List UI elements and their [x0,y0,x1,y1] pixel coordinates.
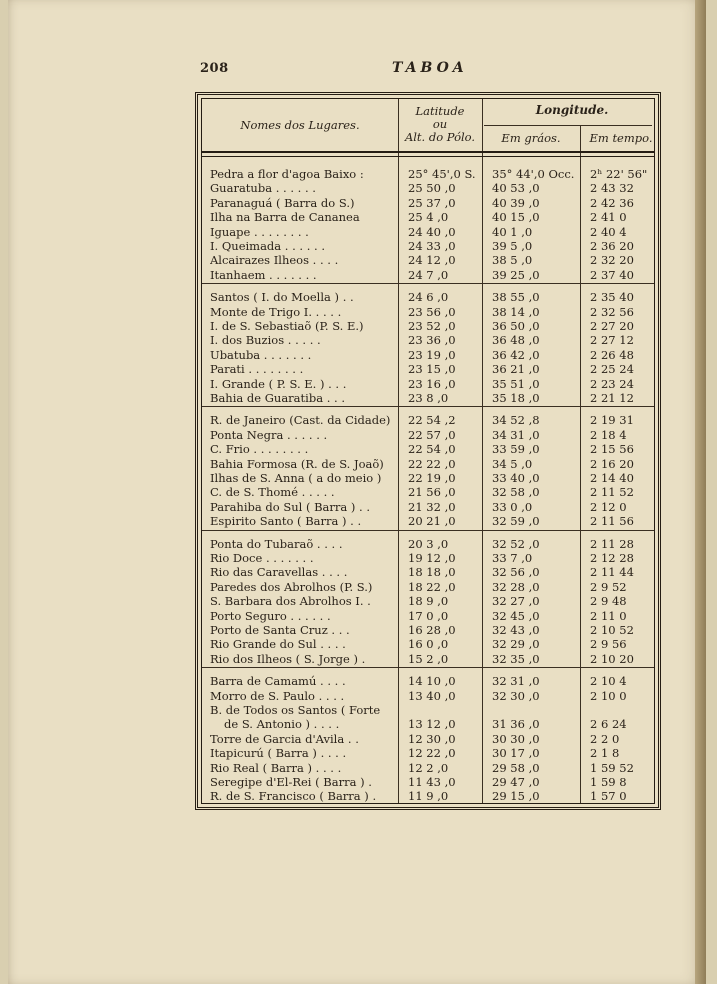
header-graus: Em gráos. [501,131,561,145]
place-name: Parati . . . . . . . . [210,362,304,377]
longitude-degrees: 35 51 ,0 [492,376,540,391]
page-number: 208 [200,61,229,76]
latitude-value: 23 8 ,0 [408,391,449,405]
place-name: Ilhas de S. Anna ( a do meio ) [210,471,382,485]
latitude-value: 14 10 ,0 [408,674,456,689]
longitude-time: 2 27 20 [590,319,634,333]
latitude-value: 24 33 ,0 [408,239,456,253]
place-name: I. Queimada . . . . . . [210,239,326,253]
longitude-time: 2 11 44 [590,565,634,580]
table-row [202,637,654,651]
place-name: Morro de S. Paulo . . . . [210,688,345,703]
longitude-time: 2 42 36 [590,195,634,210]
longitude-degrees: 36 48 ,0 [492,333,540,348]
latitude-value: 18 9 ,0 [408,594,449,609]
longitude-degrees: 32 45 ,0 [492,608,540,623]
latitude-value: 25 50 ,0 [408,181,456,196]
place-name: Itapicurú ( Barra ) . . . . [210,746,347,761]
longitude-degrees: 36 42 ,0 [492,347,540,362]
longitude-degrees: 40 1 ,0 [492,224,533,239]
latitude-value: 21 56 ,0 [408,485,456,500]
longitude-degrees: 32 35 ,0 [492,651,540,666]
longitude-time: 2 35 40 [590,290,634,305]
page-edge-shadow [695,0,706,984]
latitude-value: 22 22 ,0 [408,456,456,471]
longitude-degrees: 33 59 ,0 [492,442,540,457]
longitude-degrees: 38 5 ,0 [492,253,533,268]
longitude-time: 2 37 40 [590,267,634,282]
place-name: Guaratuba . . . . . . [210,181,316,196]
place-name: Parahiba do Sul ( Barra ) . . [210,499,371,514]
longitude-time: 2 18 4 [590,427,627,442]
latitude-value: 12 30 ,0 [408,731,456,746]
longitude-degrees: 36 50 ,0 [492,319,540,333]
table-row [202,167,654,181]
longitude-degrees: 32 58 ,0 [492,485,540,500]
longitude-time: 2 41 0 [590,210,627,225]
header-names: Nomes dos Lugares. [240,118,360,132]
longitude-degrees: 32 27 ,0 [492,594,540,609]
place-name: Iguape . . . . . . . . [210,224,309,239]
longitude-time: 2 11 52 [590,485,634,500]
longitude-degrees: 30 17 ,0 [492,746,540,761]
latitude-value: 23 15 ,0 [408,362,456,377]
longitude-degrees: 34 52 ,8 [492,413,540,428]
longitude-time: 2ʰ 22' 56" [590,167,648,181]
longitude-time: 2 36 20 [590,239,634,253]
table-row [202,391,654,405]
longitude-degrees: 29 58 ,0 [492,760,540,775]
place-name: de S. Antonio ) . . . . [224,717,340,732]
longitude-degrees: 32 43 ,0 [492,623,540,637]
latitude-value: 13 40 ,0 [408,688,456,703]
place-name: Itanhaem . . . . . . . [210,267,317,282]
longitude-degrees: 34 5 ,0 [492,456,533,471]
table-row [202,225,654,239]
latitude-value: 17 0 ,0 [408,608,449,623]
table-row [202,196,654,210]
longitude-degrees: 32 28 ,0 [492,579,540,594]
longitude-rule [484,125,652,126]
longitude-time: 2 19 31 [590,413,634,428]
place-name: Seregipe d'El-Rei ( Barra ) . [210,775,372,789]
table-row [202,333,654,347]
longitude-degrees: 32 30 ,0 [492,688,540,703]
longitude-time: 2 15 56 [590,442,634,457]
group-divider [202,406,654,407]
table-row [202,732,654,746]
header-latitude [398,105,482,144]
longitude-time: 2 14 40 [590,471,634,485]
longitude-degrees: 30 30 ,0 [492,731,540,746]
longitude-time: 2 32 56 [590,304,634,319]
header-latitude-line: Alt. do Pólo. [404,130,476,144]
header-rule [202,156,654,157]
header-tempo: Em tempo. [589,131,653,145]
table-row [202,210,654,224]
longitude-time: 2 11 28 [590,536,634,551]
latitude-value: 16 0 ,0 [408,637,449,652]
table-row [202,565,654,579]
place-name: Santos ( I. do Moella ) . . [210,290,354,305]
place-name: I. de S. Sebastiaõ (P. S. E.) [210,319,364,333]
place-name: Rio Doce . . . . . . . [210,551,314,565]
coordinates-table [195,92,661,810]
longitude-degrees: 32 31 ,0 [492,674,540,689]
longitude-degrees: 31 36 ,0 [492,717,540,732]
longitude-time: 1 59 52 [590,760,634,775]
longitude-degrees: 35° 44',0 Occ. [492,167,575,181]
longitude-time: 2 9 52 [590,579,627,594]
longitude-time: 2 27 12 [590,333,634,348]
place-name: I. dos Buzios . . . . . [210,333,321,348]
table-row [202,413,654,427]
place-name: R. de S. Francisco ( Barra ) . [210,789,377,804]
longitude-time: 2 21 12 [590,391,634,405]
longitude-degrees: 32 29 ,0 [492,637,540,652]
latitude-value: 13 12 ,0 [408,717,456,732]
table-row [202,580,654,594]
group-divider [202,283,654,284]
header-latitude-line: Latitude [415,104,465,118]
latitude-value: 23 56 ,0 [408,304,456,319]
longitude-time: 2 25 24 [590,362,634,377]
latitude-value: 18 22 ,0 [408,579,456,594]
latitude-value: 23 16 ,0 [408,376,456,391]
place-name: Barra de Camamú . . . . [210,674,346,689]
longitude-time: 1 59 8 [590,775,627,789]
place-name: Alcairazes Ilheos . . . . [210,253,339,268]
longitude-degrees: 29 47 ,0 [492,775,540,789]
table-row [202,377,654,391]
place-name: Rio das Caravellas . . . . [210,565,348,580]
header-rule [202,151,654,153]
longitude-time: 2 10 0 [590,688,627,703]
latitude-value: 23 36 ,0 [408,333,456,348]
longitude-degrees: 38 55 ,0 [492,290,540,305]
place-name: Pedra a flor d'agoa Baixo : [210,167,364,181]
latitude-value: 22 19 ,0 [408,471,456,485]
latitude-value: 24 6 ,0 [408,290,449,305]
table-row [202,319,654,333]
place-name: Ponta do Tubaraõ . . . . [210,536,343,551]
place-name: Espirito Santo ( Barra ) . . [210,514,362,529]
place-name: Paredes dos Abrolhos (P. S.) [210,579,373,594]
table-row [202,537,654,551]
latitude-value: 22 54 ,0 [408,442,456,457]
table-row [202,652,654,666]
table-row [202,703,654,717]
latitude-value: 21 32 ,0 [408,499,456,514]
table-row [202,290,654,304]
place-name: Ponta Negra . . . . . . [210,427,328,442]
table-row [202,500,654,514]
longitude-time: 2 1 8 [590,746,620,761]
table-row [202,181,654,195]
longitude-time: 2 10 52 [590,623,634,637]
table-row [202,442,654,456]
longitude-time: 2 11 0 [590,608,627,623]
longitude-time: 2 10 20 [590,651,634,666]
latitude-value: 16 28 ,0 [408,623,456,637]
table-row [202,305,654,319]
longitude-degrees: 32 52 ,0 [492,536,540,551]
longitude-time: 2 12 28 [590,551,634,565]
latitude-value: 25 4 ,0 [408,210,449,225]
table-body [201,98,655,804]
latitude-value: 24 7 ,0 [408,267,449,282]
place-name: C. Frio . . . . . . . . [210,442,309,457]
table-row [202,253,654,267]
place-name: Porto de Santa Cruz . . . [210,623,350,637]
longitude-time: 2 2 0 [590,731,620,746]
longitude-degrees: 34 31 ,0 [492,427,540,442]
group-divider [202,530,654,531]
longitude-time: 2 10 4 [590,674,627,689]
table-row [202,674,654,688]
place-name: C. de S. Thomé . . . . . [210,485,335,500]
place-name: I. Grande ( P. S. E. ) . . . [210,376,347,391]
table-row [202,775,654,789]
table-row [202,362,654,376]
table-row [202,514,654,528]
longitude-time: 2 9 56 [590,637,627,652]
longitude-time: 2 16 20 [590,456,634,471]
latitude-value: 18 18 ,0 [408,565,456,580]
table-row [202,746,654,760]
latitude-value: 24 12 ,0 [408,253,456,268]
latitude-value: 22 57 ,0 [408,427,456,442]
table-row [202,428,654,442]
table-row [202,594,654,608]
longitude-time: 2 11 56 [590,514,634,529]
table-row [202,789,654,803]
place-name: Rio dos Ilheos ( S. Jorge ) . [210,651,366,666]
table-row [202,609,654,623]
latitude-value: 23 52 ,0 [408,319,456,333]
place-name: Ubatuba . . . . . . . [210,347,312,362]
latitude-value: 12 22 ,0 [408,746,456,761]
longitude-degrees: 39 5 ,0 [492,239,533,253]
longitude-time: 2 26 48 [590,347,634,362]
longitude-degrees: 33 40 ,0 [492,471,540,485]
header-latitude-line: ou [432,117,448,131]
latitude-value: 24 40 ,0 [408,224,456,239]
table-row [202,717,654,731]
latitude-value: 11 43 ,0 [408,775,456,789]
place-name: Porto Seguro . . . . . . [210,608,331,623]
longitude-time: 2 43 32 [590,181,634,196]
latitude-value: 12 2 ,0 [408,760,449,775]
latitude-value: 15 2 ,0 [408,651,449,666]
table-row [202,348,654,362]
header-longitude: Longitude. [535,103,609,117]
longitude-time: 1 57 0 [590,789,627,804]
table-row [202,761,654,775]
table-row [202,239,654,253]
longitude-degrees: 39 25 ,0 [492,267,540,282]
place-name: B. de Todos os Santos ( Forte [210,703,381,717]
longitude-degrees: 38 14 ,0 [492,304,540,319]
longitude-time: 2 6 24 [590,717,627,732]
longitude-degrees: 36 21 ,0 [492,362,540,377]
latitude-value: 25° 45',0 S. [408,167,476,181]
place-name: Rio Real ( Barra ) . . . . [210,760,342,775]
latitude-value: 11 9 ,0 [408,789,449,804]
table-row [202,471,654,485]
place-name: Rio Grande do Sul . . . . [210,637,346,652]
longitude-time: 2 12 0 [590,499,627,514]
latitude-value: 22 54 ,2 [408,413,456,428]
table-row [202,268,654,282]
longitude-time: 2 23 24 [590,376,634,391]
longitude-degrees: 40 15 ,0 [492,210,540,225]
place-name: S. Barbara dos Abrolhos I. . [210,594,371,609]
latitude-value: 23 19 ,0 [408,347,456,362]
longitude-degrees: 40 39 ,0 [492,195,540,210]
place-name: Bahia Formosa (R. de S. Joaõ) [210,456,384,471]
place-name: Monte de Trigo I. . . . . [210,304,342,319]
table-row [202,551,654,565]
table-row [202,457,654,471]
longitude-degrees: 40 53 ,0 [492,181,540,196]
table-row [202,689,654,703]
place-name: Torre de Garcia d'Avila . . [210,731,359,746]
latitude-value: 19 12 ,0 [408,551,456,565]
longitude-degrees: 33 7 ,0 [492,551,533,565]
table-row [202,623,654,637]
longitude-degrees: 32 59 ,0 [492,514,540,529]
table-row [202,485,654,499]
running-head: TABOA [392,60,468,76]
place-name: Bahia de Guaratiba . . . [210,391,345,405]
longitude-time: 2 40 4 [590,224,627,239]
longitude-degrees: 35 18 ,0 [492,391,540,405]
place-name: Paranaguá ( Barra do S.) [210,195,355,210]
group-divider [202,667,654,668]
latitude-value: 25 37 ,0 [408,195,456,210]
latitude-value: 20 3 ,0 [408,536,449,551]
longitude-time: 2 32 20 [590,253,634,268]
latitude-value: 20 21 ,0 [408,514,456,529]
longitude-degrees: 33 0 ,0 [492,499,533,514]
place-name: Ilha na Barra de Cananea [210,210,360,225]
longitude-degrees: 29 15 ,0 [492,789,540,804]
place-name: R. de Janeiro (Cast. da Cidade) [210,413,391,428]
book-page [8,0,706,984]
longitude-time: 2 9 48 [590,594,627,609]
longitude-degrees: 32 56 ,0 [492,565,540,580]
